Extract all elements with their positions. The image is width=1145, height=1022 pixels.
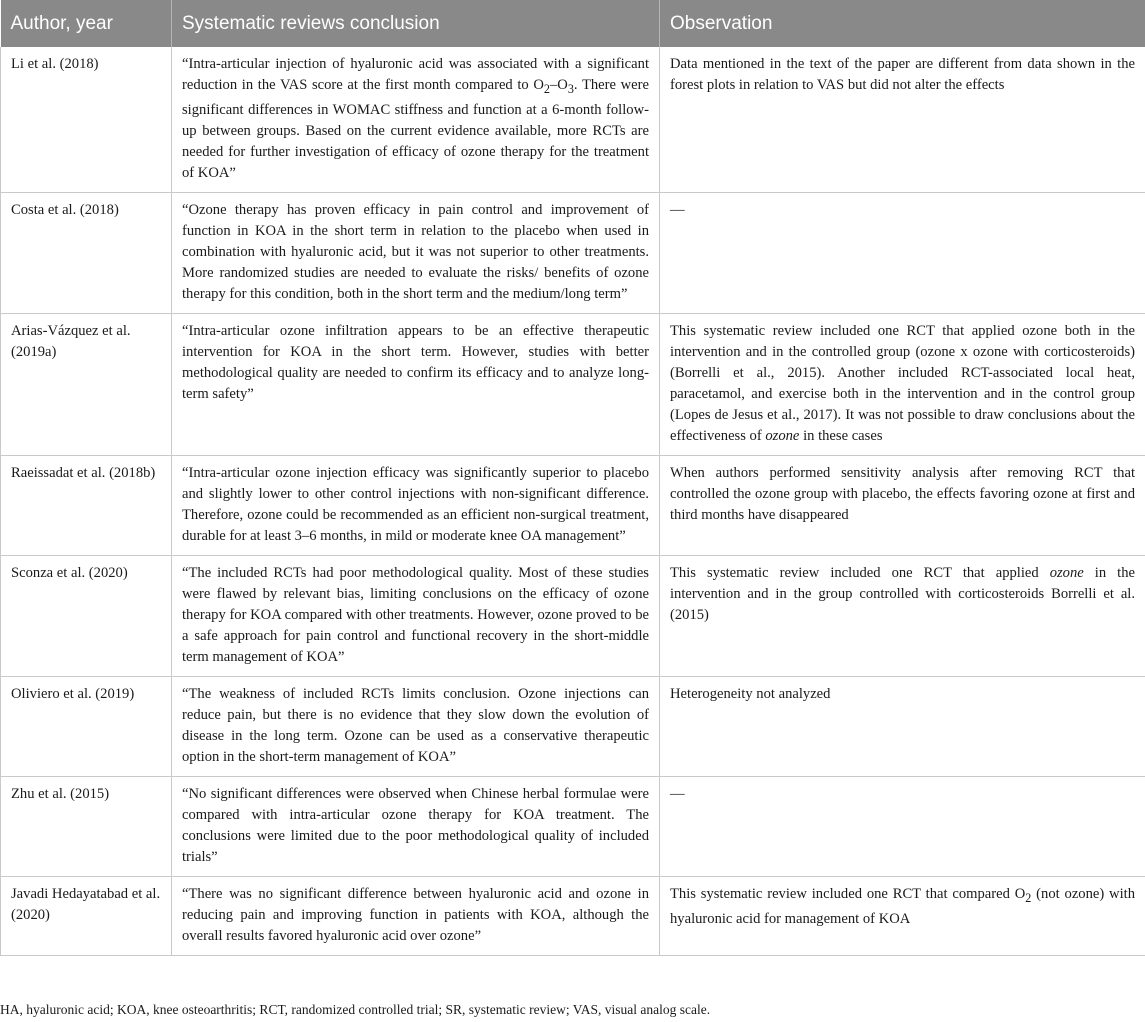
column-header-author: Author, year <box>1 0 172 47</box>
table-row <box>1 776 1145 876</box>
author-cell: Sconza et al. (2020) <box>1 555 172 676</box>
conclusion-cell: “Intra-articular injection of hyaluronic acid was associated with a significant reduction in the VAS score at the first month compared to $O_2-O_3$. There were significant differences in WOMAC stiffness and function at a 6-month follow-up between groups. Based on the current evidence available, more RCTs are needed for further investigation of efficacy of ozone therapy for the treatment of KOA” <box>172 47 660 192</box>
table-row <box>1 676 1145 776</box>
conclusion-cell: “Ozone therapy has proven efficacy in pain control and improvement of function in KOA in the short term in relation to the placebo when used in combination with hyaluronic acid, but it was not superior to other treatments. More randomized studies are needed to evaluate the risks/ benefits of ozone therapy for this condition, both in the short term and the medium/long term” <box>172 192 660 313</box>
author-cell: Costa et al. (2018) <box>1 192 172 313</box>
author-cell: Arias-Vázquez et al. (2019a) <box>1 313 172 455</box>
observation-cell: This systematic review included one RCT that applied ozone in the intervention and in the group controlled with corticosteroids Borrelli et al. (2015) <box>660 555 1145 676</box>
author-cell: Oliviero et al. (2019) <box>1 676 172 776</box>
author-cell: Raeissadat et al. (2018b) <box>1 455 172 555</box>
conclusion-cell: “The weakness of included RCTs limits conclusion. Ozone injections can reduce pain, but there is no evidence that they slow down the evolution of disease in the long term. Ozone can be used as a conservative therapeutic option in the short-term management of KOA” <box>172 676 660 776</box>
observation-cell: Heterogeneity not analyzed <box>660 676 1145 776</box>
table-footnote: HA, hyaluronic acid; KOA, knee osteoarthritis; RCT, randomized controlled trial; SR, systematic review; VAS, visual analog scale. <box>0 1002 711 1017</box>
author-cell: Li et al. (2018) <box>1 47 172 192</box>
observation-cell: Data mentioned in the text of the paper are different from data shown in the forest plots in relation to VAS but did not alter the effects <box>660 47 1145 192</box>
author-cell: Zhu et al. (2015) <box>1 776 172 876</box>
conclusion-cell: “The included RCTs had poor methodological quality. Most of these studies were flawed by relevant bias, limiting conclusions on the efficacy of ozone therapy for KOA compared with other treatments. However, ozone proved to be a safe approach for pain control and functional recovery in the short-middle term management of KOA” <box>172 555 660 676</box>
observation-cell: — <box>660 192 1145 313</box>
table-row <box>1 192 1145 313</box>
conclusion-cell: “Intra-articular ozone infiltration appears to be an effective therapeutic intervention for KOA in the short term. However, studies with better methodological quality are needed to confirm its efficacy and to analyze long-term safety” <box>172 313 660 455</box>
column-header-observation: Observation <box>660 0 1145 47</box>
conclusion-cell: “Intra-articular ozone injection efficacy was significantly superior to placebo and slightly lower to other control injections with non-significant difference. Therefore, ozone could be recommended as an efficient non-surgical treatment, durable for at least 3–6 months, in mild or moderate knee OA management” <box>172 455 660 555</box>
table-row <box>1 455 1145 555</box>
table-row <box>1 555 1145 676</box>
observation-cell: This systematic review included one RCT that applied ozone both in the intervention and in the controlled group (ozone x ozone with corticosteroids) (Borrelli et al., 2015). Another included RCT-associated local heat, paracetamol, and exercise both in the intervention and in the control group (Lopes de Jesus et al., 2017). It was not possible to draw conclusions about the effectiveness of ozone in these cases <box>660 313 1145 455</box>
observation-cell: This systematic review included one RCT that compared $O_2$ (not ozone) with hyaluronic acid for management of KOA <box>660 876 1145 955</box>
author-cell: Javadi Hedayatabad et al. (2020) <box>1 876 172 955</box>
observation-cell: When authors performed sensitivity analysis after removing RCT that controlled the ozone group with placebo, the effects favoring ozone at first and third months have disappeared <box>660 455 1145 555</box>
conclusion-cell: “There was no significant difference between hyaluronic acid and ozone in reducing pain and improving function in patients with KOA, although the overall results favored hyaluronic acid over ozone” <box>172 876 660 955</box>
table-row <box>1 876 1145 955</box>
observation-cell: — <box>660 776 1145 876</box>
column-header-conclusion: Systematic reviews conclusion <box>172 0 660 47</box>
conclusion-cell: “No significant differences were observed when Chinese herbal formulae were compared with intra-articular ozone therapy for KOA treatment. The conclusions were limited due to the poor methodological quality of included trials” <box>172 776 660 876</box>
table-row <box>1 47 1145 192</box>
table-row <box>1 313 1145 455</box>
table-header-row <box>1 0 1145 47</box>
